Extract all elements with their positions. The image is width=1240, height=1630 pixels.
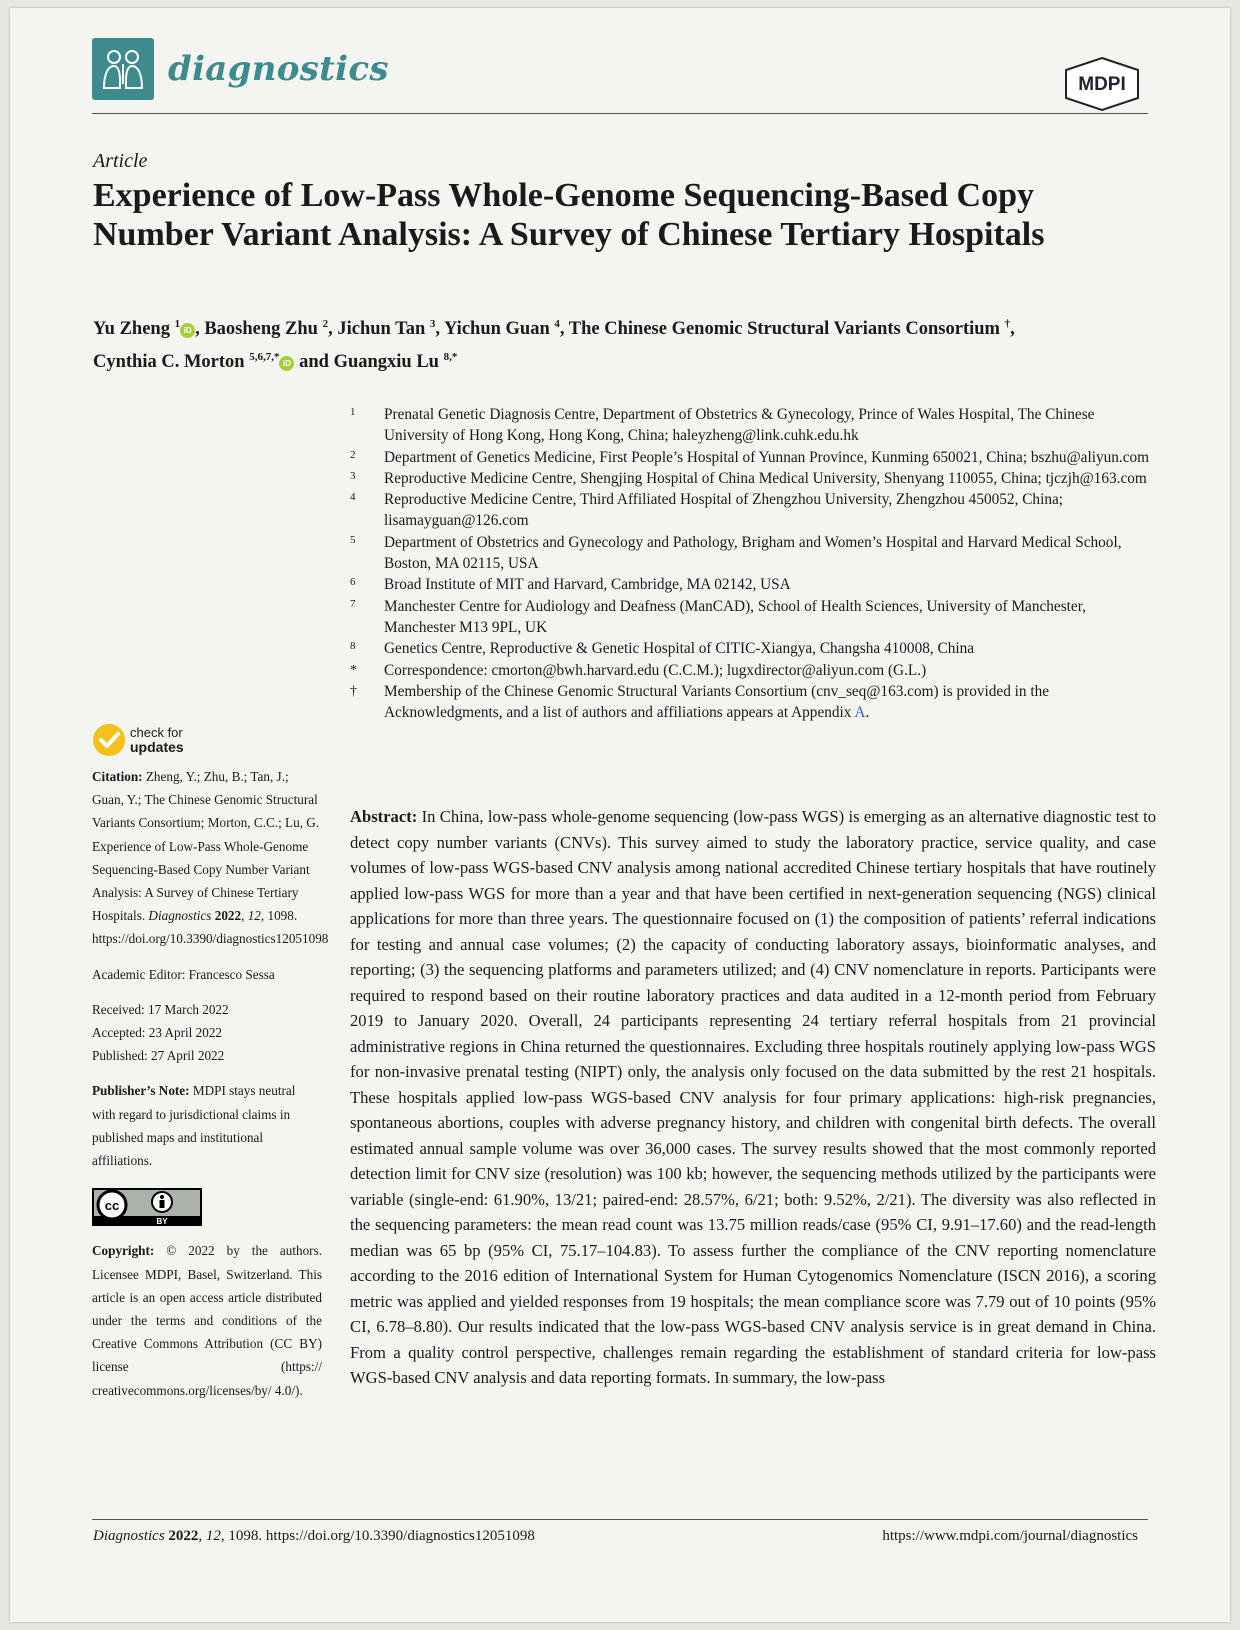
affiliation-text: Department of Genetics Medicine, First People’s Hospital of Yunnan Province, Kunming 650021, China; bszhu@aliyun.com [384, 448, 1150, 466]
citation-block: Citation: Zheng, Y.; Zhu, B.; Tan, J.; Guan, Y.; The Chinese Genomic Structural Variants Consortium; Morton, C.C.; Lu, G. Experience of Low-Pass Whole-Genome Sequencing-Based Copy Number Variant Analysis: A Survey of Chinese Tertiary Hospitals. Diagnostics 2022, 12, 1098. https://doi.org/10.3390/diagnostics12051098 [92, 769, 329, 947]
affiliation-text: Broad Institute of MIT and Harvard, Cambridge, MA 02142, USA [384, 576, 791, 594]
consortium-note-text: Membership of the Chinese Genomic Structural Variants Consortium (cnv_seq@163.com) is provided in the Acknowledgments, and a list of authors and affiliations appears at Appendix [384, 682, 1050, 722]
affiliation-number: 4 [350, 491, 356, 504]
affiliation-text: Reproductive Medicine Centre, Third Affiliated Hospital of Zhengzhou University, Zhengzhou 450052, China; lisamayguan@126.com [384, 491, 1064, 530]
correspondence-item [350, 660, 1150, 681]
orcid-icon[interactable]: iD [279, 356, 294, 371]
citation-journal: Diagnostics [148, 908, 212, 924]
citation-label: Citation: [92, 769, 143, 784]
updates-label: updates [130, 739, 184, 755]
author-affiliation-mark: 3 [429, 318, 436, 330]
copyright-label: Copyright: [92, 1243, 155, 1259]
affiliation-item [350, 532, 1150, 575]
article-title: Experience of Low-Pass Whole-Genome Sequencing-Based Copy Number Variant Analysis: A Survey of Chinese Tertiary Hospitals [93, 177, 1045, 253]
author-name: Guangxiu Lu [333, 352, 439, 373]
footer-volume: 12 [205, 1528, 221, 1544]
affiliations [350, 404, 1150, 723]
affiliation-number: 7 [350, 597, 356, 610]
mdpi-logo[interactable] [1062, 56, 1142, 117]
affiliation-text: Prenatal Genetic Diagnosis Centre, Department of Obstetrics & Gynecology, Prince of Wales Hospital, The Chinese University of Hong Kong, Hong Kong, China; haleyzheng@link.cuhk.edu.hk [384, 406, 1095, 445]
publisher-name: MDPI [1078, 74, 1126, 95]
affiliation-number: 8 [350, 640, 356, 653]
footer-journal-url[interactable]: https://www.mdpi.com/journal/diagnostics [882, 1528, 1138, 1544]
affiliation-item [350, 574, 1150, 595]
check-for-updates-badge[interactable] [92, 723, 322, 757]
affiliation-number: 3 [350, 469, 356, 482]
footer-divider [92, 1519, 1148, 1520]
svg-text:cc: cc [104, 1198, 120, 1214]
author-connector: and [299, 352, 329, 373]
copyright-text: © 2022 by the authors. Licensee MDPI, Basel, Switzerland. This article is an open access article distributed under the terms and conditions of the Creative Commons Attribution (CC BY) license (https:// creativecommons.org/licenses/by/ 4.0/). [92, 1243, 322, 1398]
author-affiliation-mark: 5,6,7,* [249, 351, 280, 364]
affiliation-item [350, 596, 1150, 639]
footer-journal: Diagnostics [93, 1528, 165, 1544]
journal-logo[interactable] [92, 38, 389, 100]
affiliation-text: Department of Obstetrics and Gynecology and Pathology, Brigham and Women’s Hospital and Harvard Medical School, Boston, MA 02115, USA [384, 533, 1122, 573]
publisher-note [92, 1079, 322, 1172]
copyright-notice [92, 1239, 322, 1401]
received-date: Received: 17 March 2022 [92, 1001, 229, 1017]
affiliation-text: Reproductive Medicine Centre, Shengjing Hospital of China Medical University, Shenyang 110055, China; tjczjh@163.com [384, 469, 1147, 487]
citation-volume: 12 [247, 908, 261, 924]
consortium-mark: † [350, 683, 357, 699]
abstract-label: Abstract: [350, 807, 418, 826]
footer-doi[interactable]: , 1098. https://doi.org/10.3390/diagnostics12051098 [220, 1528, 535, 1544]
academic-editor: Academic Editor: Francesco Sessa [92, 966, 275, 982]
check-for-updates-icon [92, 723, 126, 757]
author-name: Yu Zheng [93, 319, 170, 340]
affiliation-text: Genetics Centre, Reproductive & Genetic Hospital of CITIC-Xiangya, Changsha 410008, China [384, 640, 975, 658]
correspondence-mark: * [350, 662, 357, 678]
affiliation-item [350, 447, 1150, 468]
lungs-icon [92, 38, 154, 100]
affiliation-number: 6 [350, 576, 356, 589]
author-affiliation-mark: 1 [174, 318, 181, 330]
appendix-link[interactable]: A [854, 704, 866, 722]
author-name: Jichun Tan [337, 319, 426, 340]
cc-by-label: BY [156, 1217, 168, 1227]
published-date: Published: 27 April 2022 [92, 1048, 225, 1064]
author-name: Baosheng Zhu [204, 319, 318, 340]
affiliation-number: 1 [350, 406, 356, 418]
appendix-period: . [865, 704, 870, 722]
author-name: The Chinese Genomic Structural Variants Consortium [568, 319, 1000, 340]
correspondence-text: Correspondence: cmorton@bwh.harvard.edu (C.C.M.); lugxdirector@aliyun.com (G.L.) [384, 661, 927, 679]
abstract [350, 804, 1156, 1391]
publisher-note-label: Publisher’s Note: [92, 1083, 190, 1099]
affiliation-text: Manchester Centre for Audiology and Deafness (ManCAD), School of Health Sciences, University of Manchester, Manchester M13 9PL, UK [384, 597, 1087, 636]
footer-year: 2022 [168, 1528, 199, 1544]
footer-citation: Diagnostics 2022, 12, 1098. https://doi.org/10.3390/diagnostics12051098 [93, 1528, 535, 1544]
publisher-note-text: MDPI stays neutral with regard to jurisdictional claims in published maps and institutional affiliations. [92, 1083, 296, 1169]
journal-name: diagnostics [168, 49, 389, 89]
abstract-text: In China, low-pass whole-genome sequencing (low-pass WGS) is emerging as an alternative diagnostic test to detect copy number variants (CNVs). This survey aimed to study the laboratory practice, service quality, and case volumes of low-pass WGS-based CNV analysis among national accredited Chinese tertiary hospitals that have routinely applied low-pass WGS for more than a year and that have been certified in next-generation sequencing (NGS) clinical applications for more than three years. The questionnaire focused on (1) the composition of patients’ referral indications for testing and annual case volumes; (2) the capacity of conducting laboratory assays, bioinformatic analyses, and reporting; (3) the sequencing platforms and parameters utilized; and (4) CNV nomenclature in reports. Participants were required to respond based on their routine laboratory practices and data audited in a 12-month period from February 2019 to January 2020. Overall, 24 participants representing 24 tertiary referral hospitals from 21 provincial administrative regions in China returned the questionnaires. Excluding three hospitals routinely applying low-pass WGS for non-invasive prenatal testing (NIPT) only, the analysis only focused on the data submitted by the rest 21 hospitals. These hospitals applied low-pass WGS-based CNV analysis for four primary applications: high-risk pregnancies, spontaneous abortions, couples with adverse pregnancy history, and children with congenital birth defects. The overall estimated annual sample volume was over 36,000 cases. The survey results showed that the most commonly reported detection limit for CNV size (resolution) was 100 kb; however, the sequencing methods utilized by the participants were variable (single-end: 61.90%, 13/21; paired-end: 28.57%, 6/21; both: 9.52%, 2/21). The diversity was also reflected in the sequencing parameters: the mean read count was 13.75 million reads/case (95% CI, 9.91–17.60) and the read-length median was 65 bp (95% CI, 75.17–104.83). To assess further the compliance of the CNV reporting nomenclature according to the 2016 edition of International System for Human Cytogenomics Nomenclature (ISCN 2016), a scoring metric was applied and yielded responses from 19 hospitals; the mean compliance score was 7.79 out of 10 points (95% CI, 6.78–8.80). Our results indicated that the low-pass WGS-based CNV analysis service is in great demand in China. From a quality control perspective, challenges remain regarding the establishment of standard criteria for low-pass WGS-based CNV analysis and data reporting formats. In summary, the low-pass [350, 807, 1156, 1387]
check-for-label: check for [130, 725, 183, 740]
author-affiliation-mark: 2 [322, 318, 329, 330]
accepted-date: Accepted: 23 April 2022 [92, 1025, 223, 1041]
orcid-icon[interactable]: iD [180, 323, 195, 338]
author-name: Yichun Guan [444, 319, 550, 340]
paper-page [10, 8, 1230, 1622]
affiliation-number: 2 [350, 448, 356, 461]
header-divider [92, 113, 1148, 114]
affiliation-number: 5 [350, 533, 356, 546]
affiliation-item [350, 468, 1150, 489]
author-name: Cynthia C. Morton [93, 352, 245, 373]
article-sidebar [92, 723, 329, 1414]
citation-year: 2022 [214, 908, 242, 924]
author-affiliation-mark: † [1004, 318, 1011, 330]
citation-text: Zheng, Y.; Zhu, B.; Tan, J.; Guan, Y.; The Chinese Genomic Structural Variants Consortium; Morton, C.C.; Lu, G. Experience of Low-Pass Whole-Genome Sequencing-Based Copy Number Variant Analysis: A Survey of Chinese Tertiary Hospitals. [92, 769, 320, 924]
affiliation-item [350, 638, 1150, 659]
author-list: Yu Zheng $^1$iD , Baosheng Zhu $^2$, Jichun Tan $^3$, Yichun Guan $^4$, The Chinese Genomic Structural Variants Consortium †, Cynthia C. Morton $^{5,6,7,*}$iD and Guangxiu Lu $^{8,*}$ [93, 318, 1015, 373]
author-affiliation-mark: 4 [554, 318, 560, 330]
cc-by-badge[interactable] [92, 1188, 322, 1233]
citation-doi[interactable]: , 1098. https://doi.org/10.3390/diagnostics12051098 [92, 908, 329, 947]
consortium-note [350, 681, 1150, 724]
affiliation-item [350, 404, 1150, 447]
affiliation-item [350, 489, 1150, 532]
publication-dates [92, 998, 322, 1068]
author-affiliation-mark: 8,* [443, 351, 458, 364]
article-type: Article [93, 150, 148, 172]
